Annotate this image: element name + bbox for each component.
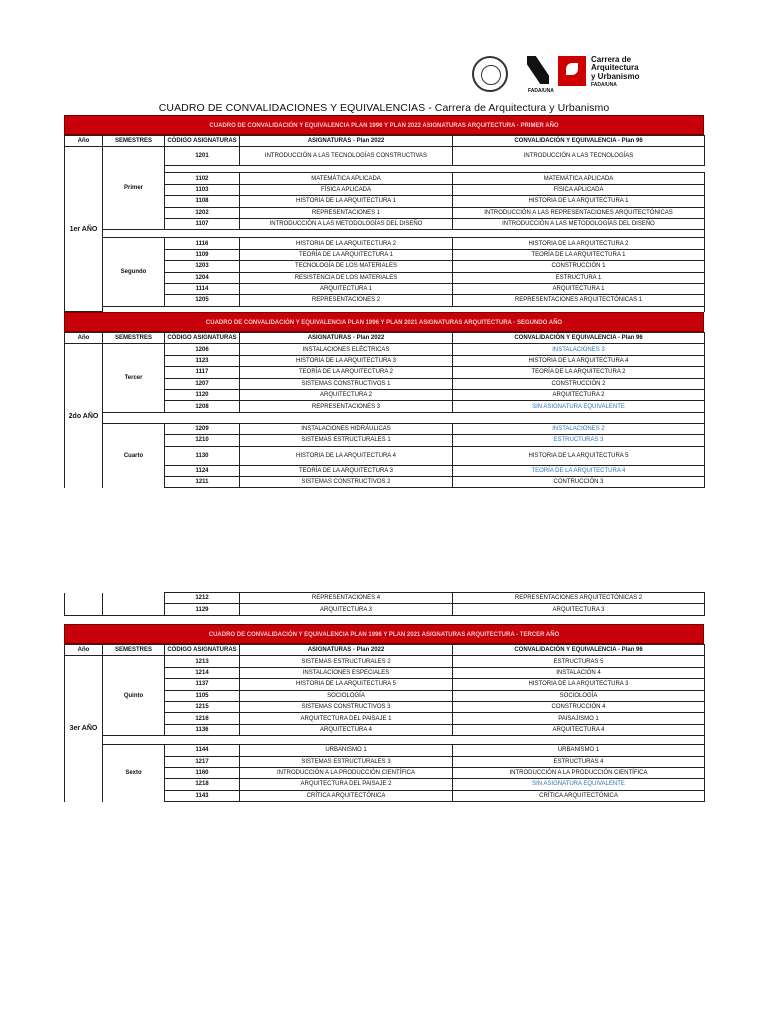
plan96-cell: URBANISMO 1 bbox=[453, 745, 705, 756]
page-title: CUADRO DE CONVALIDACIONES Y EQUIVALENCIAS - Carrera de Arquitectura y Urbanismo bbox=[158, 102, 610, 114]
section-banner: CUADRO DE CONVALIDACIÓN Y EQUIVALENCIA PLAN 1996 Y PLAN 2021 ASIGNATURAS ARQUITECTURA - TERCER AÑO bbox=[64, 624, 704, 644]
plan2022-cell: ARQUITECTURA DEL PAISAJE 2 bbox=[240, 779, 453, 790]
plan2022-cell: RESISTENCIA DE LOS MATERIALES bbox=[240, 272, 453, 283]
plan2022-cell: INTRODUCCIÓN A LAS TECNOLOGÍAS CONSTRUCTIVAS bbox=[240, 147, 453, 166]
plan96-cell: INSTALACIÓN 4 bbox=[453, 667, 705, 678]
plan2022-cell: ARQUITECTURA DEL PAISAJE 1 bbox=[240, 713, 453, 724]
plan2022-cell: SISTEMAS CONSTRUCTIVOS 1 bbox=[240, 378, 453, 389]
code-cell: 1205 bbox=[165, 295, 240, 306]
spacer-row bbox=[65, 412, 705, 423]
code-cell: 1209 bbox=[165, 423, 240, 434]
table-second-year-continued bbox=[64, 592, 705, 616]
plan96-cell: ESTRUCTURA 1 bbox=[453, 272, 705, 283]
col-code: CÓDIGO ASIGNATURAS bbox=[165, 333, 240, 344]
code-cell: 1129 bbox=[165, 604, 240, 615]
code-cell: 1208 bbox=[165, 401, 240, 412]
semester-cell: Quinto bbox=[103, 656, 165, 736]
plan2022-cell: HISTORIA DE LA ARQUITECTURA 3 bbox=[240, 355, 453, 366]
semester-cell: Sexto bbox=[103, 745, 165, 802]
section-third-year bbox=[64, 624, 704, 802]
plan96-cell: SIN ASIGNATURA EQUIVALENTE bbox=[453, 401, 705, 412]
semester-cell: Primer bbox=[103, 147, 165, 230]
plan96-cell: ESTRUCTURAS 3 bbox=[453, 435, 705, 446]
col-plan96: CONVALIDACIÓN Y EQUIVALENCIA - Plan 96 bbox=[453, 136, 705, 147]
code-cell: 1210 bbox=[165, 435, 240, 446]
code-cell: 1216 bbox=[165, 713, 240, 724]
plan2022-cell: ARQUITECTURA 3 bbox=[240, 604, 453, 615]
code-cell: 1144 bbox=[165, 745, 240, 756]
plan96-cell: HISTORIA DE LA ARQUITECTURA 1 bbox=[453, 196, 705, 207]
code-cell: 1123 bbox=[165, 355, 240, 366]
col-plan96: CONVALIDACIÓN Y EQUIVALENCIA - Plan 96 bbox=[453, 645, 705, 656]
plan96-cell: REPRESENTACIONES ARQUITECTÓNICAS 2 bbox=[453, 593, 705, 604]
code-cell: 1137 bbox=[165, 679, 240, 690]
plan2022-cell: HISTORIA DE LA ARQUITECTURA 5 bbox=[240, 679, 453, 690]
code-cell: 1107 bbox=[165, 218, 240, 229]
code-cell: 1215 bbox=[165, 701, 240, 712]
year-cell: 1er AÑO bbox=[65, 147, 103, 312]
plan2022-cell: URBANISMO 1 bbox=[240, 745, 453, 756]
fada-n-logo-icon bbox=[527, 56, 553, 86]
year-cell: 3er AÑO bbox=[65, 656, 103, 802]
code-cell: 1143 bbox=[165, 790, 240, 801]
spacer-cell bbox=[103, 736, 705, 745]
plan2022-cell: FÍSICA APLICADA bbox=[240, 184, 453, 195]
table-row bbox=[65, 745, 705, 756]
plan2022-cell: REPRESENTACIONES 3 bbox=[240, 401, 453, 412]
plan2022-cell: REPRESENTACIONES 2 bbox=[240, 295, 453, 306]
code-cell: 1108 bbox=[165, 196, 240, 207]
plan2022-cell: REPRESENTACIONES 4 bbox=[240, 593, 453, 604]
table-row bbox=[65, 656, 705, 667]
plan96-cell: CONTRUCCIÓN 3 bbox=[453, 476, 705, 487]
table-row bbox=[65, 423, 705, 434]
col-year: Año bbox=[65, 645, 103, 656]
plan2022-cell: SISTEMAS CONSTRUCTIVOS 2 bbox=[240, 476, 453, 487]
code-cell: 1204 bbox=[165, 272, 240, 283]
plan2022-cell: SOCIOLOGÍA bbox=[240, 690, 453, 701]
code-cell: 1105 bbox=[165, 690, 240, 701]
plan96-cell: ARQUITECTURA 2 bbox=[453, 389, 705, 400]
col-semester: SEMESTRES bbox=[103, 136, 165, 147]
table-row bbox=[65, 593, 705, 604]
plan96-cell: INTRODUCCIÓN A LAS METODOLOGÍAS DEL DISEÑO bbox=[453, 218, 705, 229]
plan96-cell: ARQUITECTURA 3 bbox=[453, 604, 705, 615]
plan2022-cell: INTRODUCCIÓN A LA PRODUCCIÓN CIENTÍFICA bbox=[240, 767, 453, 778]
semester-cell-continued bbox=[103, 593, 165, 616]
spacer-cell bbox=[103, 306, 705, 312]
code-cell: 1214 bbox=[165, 667, 240, 678]
plan96-cell: INTRODUCCIÓN A LA PRODUCCIÓN CIENTÍFICA bbox=[453, 767, 705, 778]
plan96-cell: PAISAJISMO 1 bbox=[453, 713, 705, 724]
code-cell: 1120 bbox=[165, 389, 240, 400]
career-logo-text: Carrera de Arquitectura y Urbanismo FADA/UNA bbox=[591, 55, 640, 89]
plan2022-cell: REPRESENTACIONES 1 bbox=[240, 207, 453, 218]
section-first-year bbox=[64, 115, 704, 312]
spacer-cell bbox=[103, 230, 705, 238]
code-cell: 1102 bbox=[165, 173, 240, 184]
plan2022-cell: INSTALACIONES HIDRÁULICAS bbox=[240, 423, 453, 434]
plan96-cell: CRÍTICA ARQUITECTÓNICA bbox=[453, 790, 705, 801]
code-cell: 1114 bbox=[165, 283, 240, 294]
career-logo-icon bbox=[558, 56, 586, 86]
plan96-cell: TEORÍA DE LA ARQUITECTURA 2 bbox=[453, 367, 705, 378]
table-second-year bbox=[64, 332, 705, 488]
spacer-row bbox=[65, 306, 705, 312]
plan2022-cell: HISTORIA DE LA ARQUITECTURA 4 bbox=[240, 446, 453, 465]
plan2022-cell: ARQUITECTURA 4 bbox=[240, 724, 453, 735]
plan2022-cell: CRÍTICA ARQUITECTÓNICA bbox=[240, 790, 453, 801]
table-row bbox=[65, 238, 705, 249]
plan96-cell: TEORÍA DE LA ARQUITECTURA 4 bbox=[453, 465, 705, 476]
plan96-cell: INSTALACIONES 3 bbox=[453, 344, 705, 355]
plan2022-cell: TECNOLOGÍA DE LOS MATERIALES bbox=[240, 261, 453, 272]
plan2022-cell: MATEMÁTICA APLICADA bbox=[240, 173, 453, 184]
plan2022-cell: INTRODUCCIÓN A LAS METODOLOGÍAS DEL DISEÑO bbox=[240, 218, 453, 229]
plan2022-cell: SISTEMAS ESTRUCTURALES 2 bbox=[240, 656, 453, 667]
spacer-row bbox=[65, 736, 705, 745]
plan96-cell: ARQUITECTURA 1 bbox=[453, 283, 705, 294]
col-year: Año bbox=[65, 136, 103, 147]
plan96-cell: SIN ASIGNATURA EQUIVALENTE bbox=[453, 779, 705, 790]
plan96-cell: CONSTRUCCIÓN 1 bbox=[453, 261, 705, 272]
code-cell: 1160 bbox=[165, 767, 240, 778]
plan96-cell: ESTRUCTURAS 5 bbox=[453, 656, 705, 667]
plan2022-cell: TEORÍA DE LA ARQUITECTURA 3 bbox=[240, 465, 453, 476]
plan96-cell: HISTORIA DE LA ARQUITECTURA 3 bbox=[453, 679, 705, 690]
col-plan2022: ASIGNATURAS - Plan 2022 bbox=[240, 645, 453, 656]
col-code: CÓDIGO ASIGNATURAS bbox=[165, 645, 240, 656]
plan2022-cell: HISTORIA DE LA ARQUITECTURA 2 bbox=[240, 238, 453, 249]
col-code: CÓDIGO ASIGNATURAS bbox=[165, 136, 240, 147]
plan96-cell: ESTRUCTURAS 4 bbox=[453, 756, 705, 767]
table-row bbox=[65, 147, 705, 166]
plan96-cell: HISTORIA DE LA ARQUITECTURA 5 bbox=[453, 446, 705, 465]
year-cell: 2do AÑO bbox=[65, 344, 103, 488]
plan96-cell: CONSTRUCCIÓN 4 bbox=[453, 701, 705, 712]
plan96-cell: CONSTRUCCIÓN 2 bbox=[453, 378, 705, 389]
code-cell: 1103 bbox=[165, 184, 240, 195]
code-cell: 1117 bbox=[165, 367, 240, 378]
code-cell: 1202 bbox=[165, 207, 240, 218]
code-cell: 1217 bbox=[165, 756, 240, 767]
code-cell: 1203 bbox=[165, 261, 240, 272]
plan2022-cell: INSTALACIONES ESPECIALES bbox=[240, 667, 453, 678]
col-plan96: CONVALIDACIÓN Y EQUIVALENCIA - Plan 96 bbox=[453, 333, 705, 344]
plan2022-cell: INSTALACIONES ELÉCTRICAS bbox=[240, 344, 453, 355]
plan96-cell: FÍSICA APLICADA bbox=[453, 184, 705, 195]
plan2022-cell: ARQUITECTURA 2 bbox=[240, 389, 453, 400]
header-logos bbox=[470, 56, 660, 98]
code-cell: 1206 bbox=[165, 344, 240, 355]
plan96-cell: REPRESENTACIONES ARQUITECTÓNICAS 1 bbox=[453, 295, 705, 306]
code-cell: 1124 bbox=[165, 465, 240, 476]
table-header-row bbox=[65, 333, 705, 344]
col-year: Año bbox=[65, 333, 103, 344]
col-plan2022: ASIGNATURAS - Plan 2022 bbox=[240, 136, 453, 147]
code-cell: 1207 bbox=[165, 378, 240, 389]
code-cell: 1201 bbox=[165, 147, 240, 166]
plan96-cell: SOCIOLOGÍA bbox=[453, 690, 705, 701]
code-cell: 1213 bbox=[165, 656, 240, 667]
spacer-cell bbox=[103, 412, 705, 423]
plan96-cell: HISTORIA DE LA ARQUITECTURA 4 bbox=[453, 355, 705, 366]
col-semester: SEMESTRES bbox=[103, 645, 165, 656]
logo-fada-caption: FADA/UNA bbox=[528, 88, 554, 94]
plan2022-cell: SISTEMAS ESTRUCTURALES 1 bbox=[240, 435, 453, 446]
plan96-cell: HISTORIA DE LA ARQUITECTURA 2 bbox=[453, 238, 705, 249]
plan2022-cell: ARQUITECTURA 1 bbox=[240, 283, 453, 294]
plan2022-cell: SISTEMAS ESTRUCTURALES 3 bbox=[240, 756, 453, 767]
plan2022-cell: SISTEMAS CONSTRUCTIVOS 3 bbox=[240, 701, 453, 712]
plan96-cell: INTRODUCCIÓN A LAS REPRESENTACIONES ARQUITECTÓNICAS bbox=[453, 207, 705, 218]
plan96-cell: TEORÍA DE LA ARQUITECTURA 1 bbox=[453, 249, 705, 260]
plan2022-cell: TEORÍA DE LA ARQUITECTURA 1 bbox=[240, 249, 453, 260]
table-third-year bbox=[64, 644, 705, 802]
plan2022-cell: HISTORIA DE LA ARQUITECTURA 1 bbox=[240, 196, 453, 207]
plan96-cell: INTRODUCCIÓN A LAS TECNOLOGÍAS bbox=[453, 147, 705, 166]
semester-cell: Cuarto bbox=[103, 423, 165, 488]
plan96-cell: INSTALACIONES 2 bbox=[453, 423, 705, 434]
plan96-cell: MATEMÁTICA APLICADA bbox=[453, 173, 705, 184]
semester-cell: Tercer bbox=[103, 344, 165, 412]
code-cell: 1116 bbox=[165, 238, 240, 249]
col-plan2022: ASIGNATURAS - Plan 2022 bbox=[240, 333, 453, 344]
section-banner: CUADRO DE CONVALIDACIÓN Y EQUIVALENCIA PLAN 1996 Y PLAN 2022 ASIGNATURAS ARQUITECTURA - PRIMER AÑO bbox=[64, 115, 704, 135]
section-second-year-continued bbox=[64, 592, 704, 616]
table-first-year bbox=[64, 135, 705, 312]
semester-cell: Segundo bbox=[103, 238, 165, 306]
university-seal-icon bbox=[472, 56, 508, 92]
spacer-cell bbox=[165, 166, 705, 173]
table-row bbox=[65, 344, 705, 355]
code-cell: 1218 bbox=[165, 779, 240, 790]
code-cell: 1136 bbox=[165, 724, 240, 735]
table-header-row bbox=[65, 136, 705, 147]
code-cell: 1212 bbox=[165, 593, 240, 604]
table-header-row bbox=[65, 645, 705, 656]
code-cell: 1109 bbox=[165, 249, 240, 260]
plan2022-cell: TEORÍA DE LA ARQUITECTURA 2 bbox=[240, 367, 453, 378]
spacer-row bbox=[65, 230, 705, 238]
col-semester: SEMESTRES bbox=[103, 333, 165, 344]
code-cell: 1211 bbox=[165, 476, 240, 487]
section-banner: CUADRO DE CONVALIDACIÓN Y EQUIVALENCIA PLAN 1996 Y PLAN 2021 ASIGNATURAS ARQUITECTURA - SEGUNDO AÑO bbox=[64, 312, 704, 332]
code-cell: 1130 bbox=[165, 446, 240, 465]
plan96-cell: ARQUITECTURA 4 bbox=[453, 724, 705, 735]
section-second-year bbox=[64, 312, 704, 488]
year-cell-continued bbox=[65, 593, 103, 616]
